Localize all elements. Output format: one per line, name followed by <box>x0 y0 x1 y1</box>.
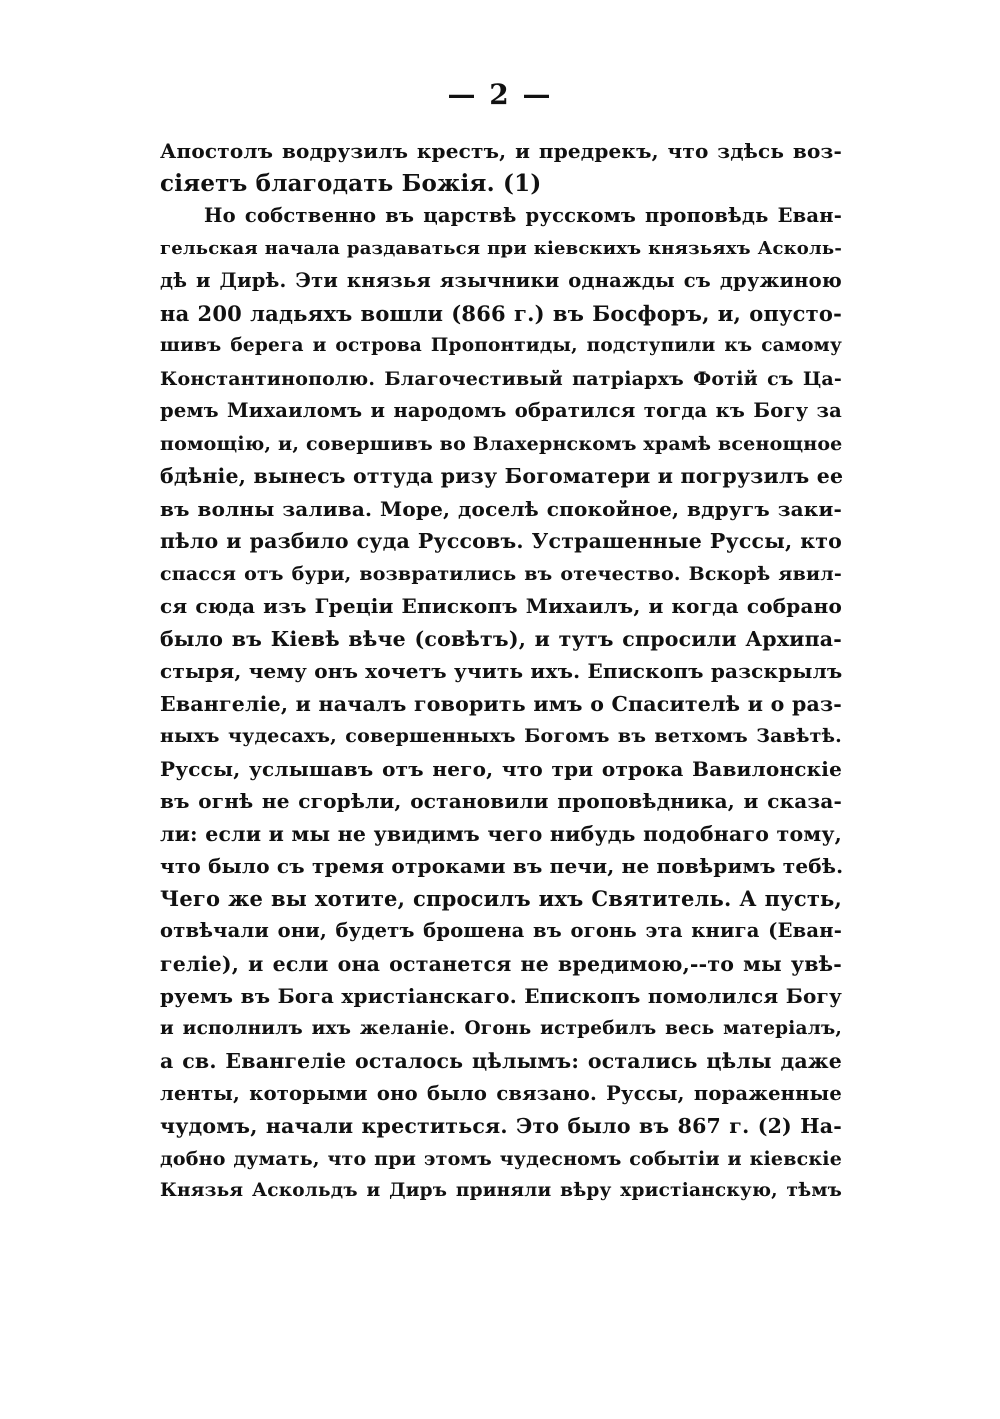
text-line: помощію, и, совершивъ во Влахернскомъ храмѣ всенощное <box>160 432 843 455</box>
text-line: сіяетъ благодать Божія. (1) <box>160 169 542 197</box>
text-line: Но собственно въ царствѣ русскомъ проповѣдь Еван- <box>204 204 842 227</box>
page-number: — 2 — <box>447 78 553 111</box>
text-line: шивъ берега и острова Пропонтиды, подступили къ самому <box>160 335 842 356</box>
text-line: геліе), и если она останется не вредимою,--то мы увѣ- <box>160 951 842 976</box>
text-line: Князья Аскольдъ и Диръ приняли вѣру христіанскую, тѣмъ <box>160 1180 842 1201</box>
text-line: чудомъ, начали креститься. Это было въ 867 г. (2) На- <box>160 1114 842 1138</box>
text-line: руемъ въ Бога христіанскаго. Епископъ помолился Богу <box>160 984 842 1008</box>
text-line: что было съ тремя отроками въ печи, не повѣримъ тебѣ. <box>160 854 844 878</box>
text-line: дѣ и Дирѣ. Эти князья язычники однажды съ дружиною <box>160 269 842 292</box>
text-line: ныхъ чудесахъ, совершенныхъ Богомъ въ ветхомъ Завѣтѣ. <box>160 725 842 747</box>
text-line: бдѣніе, вынесъ оттуда ризу Богоматери и погрузилъ ее <box>160 464 844 488</box>
text-line: Апостолъ водрузилъ крестъ, и предрекъ, что здѣсь воз- <box>160 139 842 163</box>
text-line: Чего же вы хотите, спросилъ ихъ Святитель. А пусть, <box>160 885 842 911</box>
text-line: Руссы, услышавъ отъ него, что три отрока Вавилонскіе <box>160 756 842 781</box>
text-line: было въ Кіевѣ вѣче (совѣтъ), и тутъ спросили Архипа- <box>160 626 842 651</box>
text-line: отвѣчали они, будетъ брошена въ огонь эта книга (Еван- <box>160 919 842 942</box>
text-line: Константинополю. Благочестивый патріархъ Фотій съ Ца- <box>160 367 842 390</box>
text-line: стыря, чему онъ хочетъ учить ихъ. Епископъ разскрылъ <box>160 659 843 683</box>
text-line: ремъ Михаиломъ и народомъ обратился тогда къ Богу за <box>160 399 842 422</box>
text-line: и исполнилъ ихъ желаніе. Огонь истребилъ весь матеріалъ, <box>160 1017 842 1039</box>
text-line: въ волны залива. Море, доселѣ спокойное, вдругъ заки- <box>160 496 842 521</box>
text-line: на 200 ладьяхъ вошли (866 г.) въ Босфоръ, и, опусто- <box>160 300 842 326</box>
text-line: а св. Евангеліе осталось цѣлымъ: остались цѣлы даже <box>160 1049 842 1073</box>
text-line: ленты, которыми оно было связано. Руссы, пораженные <box>160 1081 842 1105</box>
text-line: спасся отъ бури, возвратились въ отечество. Вскорѣ явил- <box>160 562 842 585</box>
text-line: въ огнѣ не сгорѣли, остановили проповѣдника, и сказа- <box>160 789 842 813</box>
text-line: пѣло и разбило суда Руссовъ. Устрашенные Руссы, кто <box>160 529 842 553</box>
text-line: ли: если и мы не увидимъ чего нибудь подобнаго тому, <box>160 821 842 846</box>
text-line: добно думать, что при этомъ чудесномъ событіи и кіевскіе <box>160 1147 842 1170</box>
text-line: гельская начала раздаваться при кіевскихъ князьяхъ Асколь- <box>160 237 842 259</box>
text-line: ся сюда изъ Греціи Епископъ Михаилъ, и когда собрано <box>160 594 842 618</box>
text-line: Евангеліе, и началъ говорить имъ о Спасителѣ и о раз- <box>160 691 842 716</box>
body-text <box>160 135 842 1208</box>
